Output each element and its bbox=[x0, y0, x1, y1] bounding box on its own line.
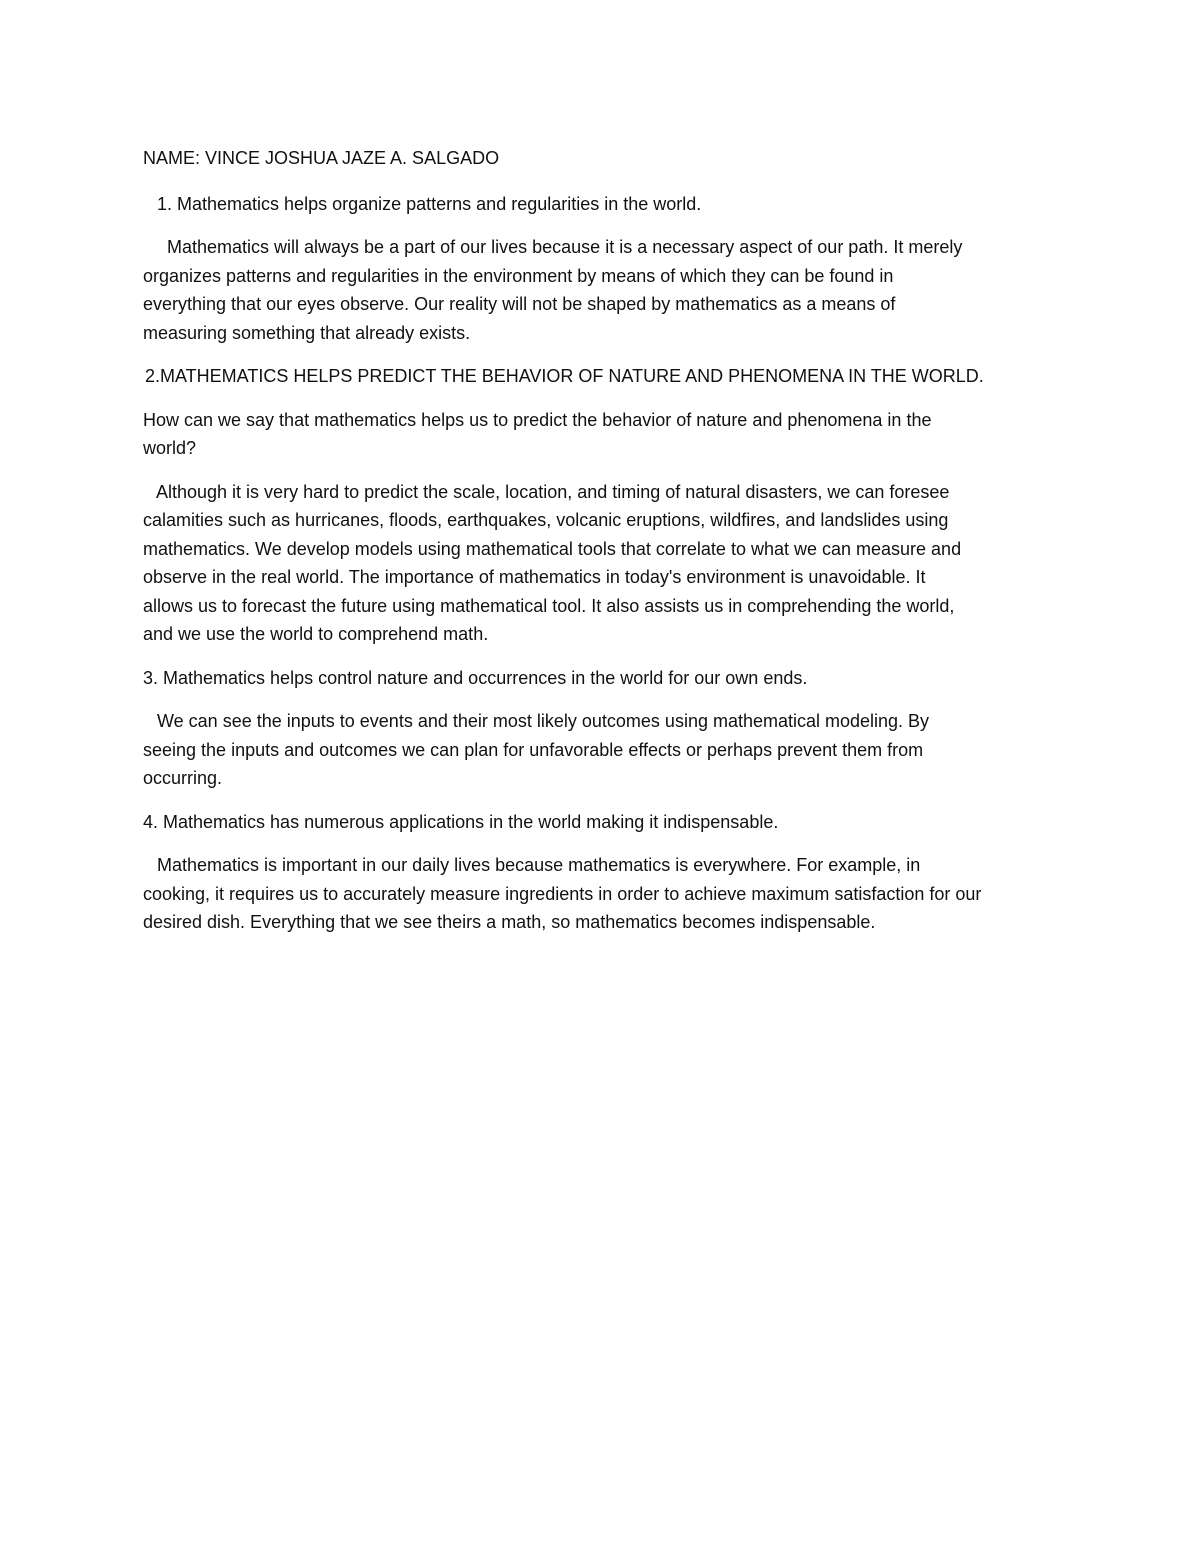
paragraph-line: observe in the real world. The importance of mathematics in today's environment is unavoidable. It bbox=[143, 567, 926, 587]
paragraph-line: organizes patterns and regularities in the environment by means of which they can be found in bbox=[143, 265, 894, 286]
section-2-question bbox=[143, 406, 1063, 463]
paragraph-line: occurring. bbox=[143, 768, 223, 788]
paragraph-line: Mathematics will always be a part of our lives because it is a necessary aspect of our path. It merely bbox=[167, 237, 963, 257]
section-4-paragraph bbox=[143, 851, 1063, 937]
section-3-paragraph bbox=[143, 707, 1063, 793]
paragraph-line: and we use the world to comprehend math. bbox=[143, 624, 489, 644]
section-1-heading: 1. Mathematics helps organize patterns and regularities in the world. bbox=[157, 193, 702, 214]
student-name: NAME: VINCE JOSHUA JAZE A. SALGADO bbox=[143, 148, 500, 168]
section-2-heading: 2.MATHEMATICS HELPS PREDICT THE BEHAVIOR OF NATURE AND PHENOMENA IN THE WORLD. bbox=[145, 366, 984, 386]
paragraph-line: calamities such as hurricanes, floods, earthquakes, volcanic eruptions, wildfires, and landslides using bbox=[143, 510, 949, 530]
paragraph-line: We can see the inputs to events and their most likely outcomes using mathematical modeling. By bbox=[157, 711, 930, 731]
section-1-paragraph bbox=[143, 233, 1063, 347]
question-line: world? bbox=[143, 438, 197, 458]
paragraph-line: allows us to forecast the future using mathematical tool. It also assists us in comprehending the world, bbox=[143, 595, 955, 616]
paragraph-line: Although it is very hard to predict the scale, location, and timing of natural disasters, we can foresee bbox=[156, 481, 950, 502]
paragraph-line: desired dish. Everything that we see theirs a math, so mathematics becomes indispensable. bbox=[143, 912, 876, 932]
paragraph-line: everything that our eyes observe. Our reality will not be shaped by mathematics as a means of bbox=[143, 294, 896, 314]
document-body bbox=[143, 144, 1063, 952]
paragraph-line: Mathematics is important in our daily lives because mathematics is everywhere. For example, in bbox=[157, 855, 921, 875]
paragraph-line: mathematics. We develop models using mathematical tools that correlate to what we can measure and bbox=[143, 538, 962, 559]
section-3-heading: 3. Mathematics helps control nature and occurrences in the world for our own ends. bbox=[143, 667, 808, 688]
section-4-heading: 4. Mathematics has numerous applications in the world making it indispensable. bbox=[143, 811, 779, 832]
question-line: How can we say that mathematics helps us to predict the behavior of nature and phenomena in the bbox=[143, 409, 932, 430]
paragraph-line: measuring something that already exists. bbox=[143, 322, 471, 343]
paragraph-line: cooking, it requires us to accurately measure ingredients in order to achieve maximum satisfaction for our bbox=[143, 883, 982, 904]
section-2-paragraph bbox=[143, 478, 1063, 649]
paragraph-line: seeing the inputs and outcomes we can plan for unfavorable effects or perhaps prevent them from bbox=[143, 739, 924, 760]
